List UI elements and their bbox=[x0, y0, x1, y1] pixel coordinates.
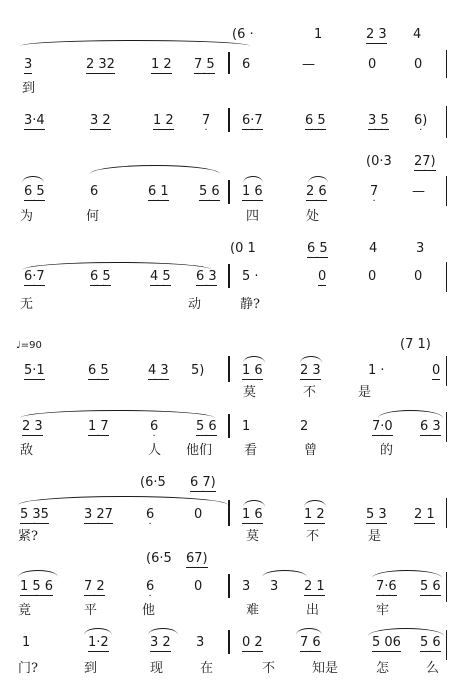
note: · 7 2 bbox=[84, 580, 105, 593]
note: 5 · bbox=[242, 269, 259, 284]
barline bbox=[446, 262, 447, 292]
barline bbox=[228, 52, 230, 74]
slur bbox=[20, 410, 215, 418]
note: 1 bbox=[314, 27, 323, 42]
note: 3 bbox=[24, 57, 33, 72]
note: (6 · bbox=[232, 27, 254, 42]
note: · 5 6 bbox=[420, 580, 441, 593]
note: · · 4 5 bbox=[150, 270, 171, 283]
lyric: 平 bbox=[84, 603, 98, 618]
note: · 6·7 bbox=[24, 270, 45, 283]
lyric: 难 bbox=[246, 603, 260, 618]
note: · 5 6 bbox=[199, 185, 220, 198]
lyric: 为 bbox=[20, 209, 34, 224]
note: · 5 6 bbox=[420, 636, 441, 649]
barline bbox=[446, 50, 447, 78]
note: — bbox=[412, 184, 425, 199]
barline bbox=[228, 414, 230, 438]
lyric: 不 bbox=[306, 529, 320, 544]
slur bbox=[296, 628, 322, 635]
lyric: 不 bbox=[303, 385, 317, 400]
note: 67) bbox=[186, 551, 208, 566]
lyric: 四 bbox=[246, 209, 260, 224]
note: · 1 5 6 bbox=[20, 580, 53, 593]
note: 3 2 bbox=[90, 113, 111, 128]
note: 2 bbox=[300, 419, 309, 434]
note: · · 4 3 bbox=[148, 364, 169, 377]
note: · 7 bbox=[370, 185, 378, 198]
lyric: 在 bbox=[200, 661, 214, 676]
barline bbox=[228, 574, 230, 598]
slur bbox=[90, 165, 220, 174]
slur bbox=[84, 628, 112, 635]
lyric: 出 bbox=[306, 603, 320, 618]
note: 1 6 bbox=[242, 507, 263, 522]
note: · 7 bbox=[202, 114, 210, 127]
note: 0 bbox=[194, 507, 203, 522]
note: (6·5 bbox=[140, 475, 166, 490]
lyric: 是 bbox=[358, 385, 372, 400]
score-top-line bbox=[20, 40, 250, 46]
barline bbox=[446, 572, 447, 602]
barline bbox=[446, 630, 447, 660]
lyric: 是 bbox=[368, 529, 382, 544]
barline bbox=[228, 356, 230, 382]
lyric: 到 bbox=[22, 81, 36, 96]
note: 5 06 bbox=[372, 635, 401, 650]
note: · 6 bbox=[146, 508, 154, 521]
lyric: 无 bbox=[20, 297, 34, 312]
barline bbox=[446, 412, 447, 442]
lyric: 的 bbox=[380, 443, 394, 458]
lyric: 他 bbox=[142, 603, 156, 618]
lyric: 不 bbox=[262, 661, 276, 676]
lyric: 曾 bbox=[304, 443, 318, 458]
lyric: 人 bbox=[148, 443, 162, 458]
note: 2 1 bbox=[414, 507, 435, 522]
slur bbox=[243, 176, 263, 183]
note: · 2 6 bbox=[306, 185, 327, 198]
barline bbox=[446, 356, 447, 386]
note: · · 6 5 bbox=[90, 270, 111, 283]
slur bbox=[262, 570, 307, 577]
note: (6·5 bbox=[146, 551, 172, 566]
note: 0 bbox=[368, 57, 377, 72]
note: 0 bbox=[414, 269, 423, 284]
lyric: 现 bbox=[150, 661, 164, 676]
note: 2 3 bbox=[22, 419, 43, 434]
lyric: 莫 bbox=[243, 385, 257, 400]
note: · 5 35 bbox=[20, 508, 49, 521]
note: · 7·0 bbox=[372, 420, 393, 433]
note: 5·1 bbox=[24, 363, 45, 378]
note: 1 2 bbox=[151, 57, 172, 72]
note: 0 bbox=[368, 269, 377, 284]
note: — bbox=[302, 57, 315, 72]
note: 1 2 bbox=[153, 113, 174, 128]
lyric: 牢 bbox=[376, 603, 390, 618]
lyric: 到 bbox=[84, 661, 98, 676]
lyric: 紧? bbox=[18, 529, 38, 544]
barline bbox=[228, 500, 230, 526]
lyric: 静? bbox=[240, 297, 260, 312]
note: · · 6 5 bbox=[305, 114, 326, 127]
note: 3 bbox=[270, 579, 279, 594]
barline bbox=[228, 180, 230, 204]
lyric: 动 bbox=[188, 297, 202, 312]
barline bbox=[446, 498, 447, 528]
note: 1·2 bbox=[88, 635, 109, 650]
note: · · 7·6 bbox=[376, 580, 397, 593]
note: · 7 6 bbox=[300, 636, 321, 649]
note: 3 bbox=[196, 635, 205, 650]
slur bbox=[243, 356, 265, 363]
note: 1 bbox=[22, 635, 31, 650]
note: 4 bbox=[413, 27, 422, 42]
note: (0 1 bbox=[230, 241, 256, 256]
barline bbox=[446, 176, 447, 206]
note: 1 2 bbox=[304, 507, 325, 522]
note: · 6 bbox=[146, 580, 154, 593]
note: · 6 bbox=[150, 420, 158, 433]
lyric: 处 bbox=[306, 209, 320, 224]
slur bbox=[308, 176, 328, 183]
note: · 3 27 bbox=[84, 508, 113, 521]
note: 2 3 bbox=[300, 363, 321, 378]
note: 3·4 bbox=[24, 113, 45, 128]
note: 2 32 bbox=[86, 57, 115, 72]
note: 2 3 bbox=[366, 27, 387, 42]
slur bbox=[18, 570, 58, 577]
lyric: 他们 bbox=[186, 443, 213, 458]
note: · 6 5 bbox=[88, 364, 109, 377]
note: · · 3 5 bbox=[368, 114, 389, 127]
lyric: 莫 bbox=[246, 529, 260, 544]
note: · 6 1 bbox=[148, 185, 169, 198]
note: 0 2 bbox=[242, 635, 263, 650]
slur bbox=[243, 500, 265, 507]
note: 0 bbox=[318, 269, 327, 284]
note: 0 bbox=[414, 57, 423, 72]
note: 4 bbox=[369, 241, 378, 256]
note: · 7 5 bbox=[194, 58, 215, 71]
note: · 6 3 bbox=[420, 420, 441, 433]
note: 6 bbox=[90, 184, 99, 199]
barline bbox=[446, 106, 447, 138]
note: · 6 5 bbox=[24, 185, 45, 198]
note: · 27) bbox=[414, 155, 436, 168]
note: 1 bbox=[242, 419, 251, 434]
lyric: 怎 bbox=[376, 661, 390, 676]
slur bbox=[378, 410, 443, 418]
note: 2 1 bbox=[304, 579, 325, 594]
note: 1 6 bbox=[242, 363, 263, 378]
note: · 6 3 bbox=[196, 270, 217, 283]
slur bbox=[300, 356, 322, 363]
note: · 1 7 bbox=[88, 420, 109, 433]
lyric: 看 bbox=[244, 443, 258, 458]
note: 5) bbox=[191, 363, 205, 378]
lyric: 知是 bbox=[312, 661, 339, 676]
slur bbox=[304, 500, 326, 507]
note: (7 1) bbox=[400, 337, 431, 352]
note: · 6 5 bbox=[307, 242, 328, 255]
note: 1 · bbox=[368, 363, 385, 378]
note: 5 3 bbox=[366, 507, 387, 522]
barline bbox=[228, 264, 230, 288]
slur bbox=[22, 262, 212, 270]
slur bbox=[148, 628, 178, 635]
note: · 6·7 bbox=[242, 114, 263, 127]
tempo-mark: ♩=90 bbox=[16, 340, 42, 351]
lyric: 竟 bbox=[18, 603, 32, 618]
note: · 6 7) bbox=[190, 476, 216, 489]
note: 6 bbox=[242, 57, 251, 72]
slur bbox=[372, 570, 442, 578]
note: (0·3 bbox=[366, 154, 392, 169]
note: 1 6 bbox=[242, 184, 263, 199]
barline bbox=[228, 630, 230, 654]
note: · 5 6 bbox=[196, 420, 217, 433]
note: 3 bbox=[242, 579, 251, 594]
note: 3 2 bbox=[150, 635, 171, 650]
note: 0 bbox=[432, 363, 441, 378]
slur bbox=[22, 176, 44, 183]
barline bbox=[228, 108, 230, 132]
note: · 6) bbox=[414, 114, 427, 127]
note: 3 bbox=[416, 241, 425, 256]
lyric: 何 bbox=[86, 209, 100, 224]
lyric: 敌 bbox=[20, 443, 34, 458]
note: 0 bbox=[194, 579, 203, 594]
slur bbox=[18, 496, 228, 505]
lyric: 门? bbox=[18, 661, 38, 676]
lyric: 么 bbox=[426, 661, 440, 676]
